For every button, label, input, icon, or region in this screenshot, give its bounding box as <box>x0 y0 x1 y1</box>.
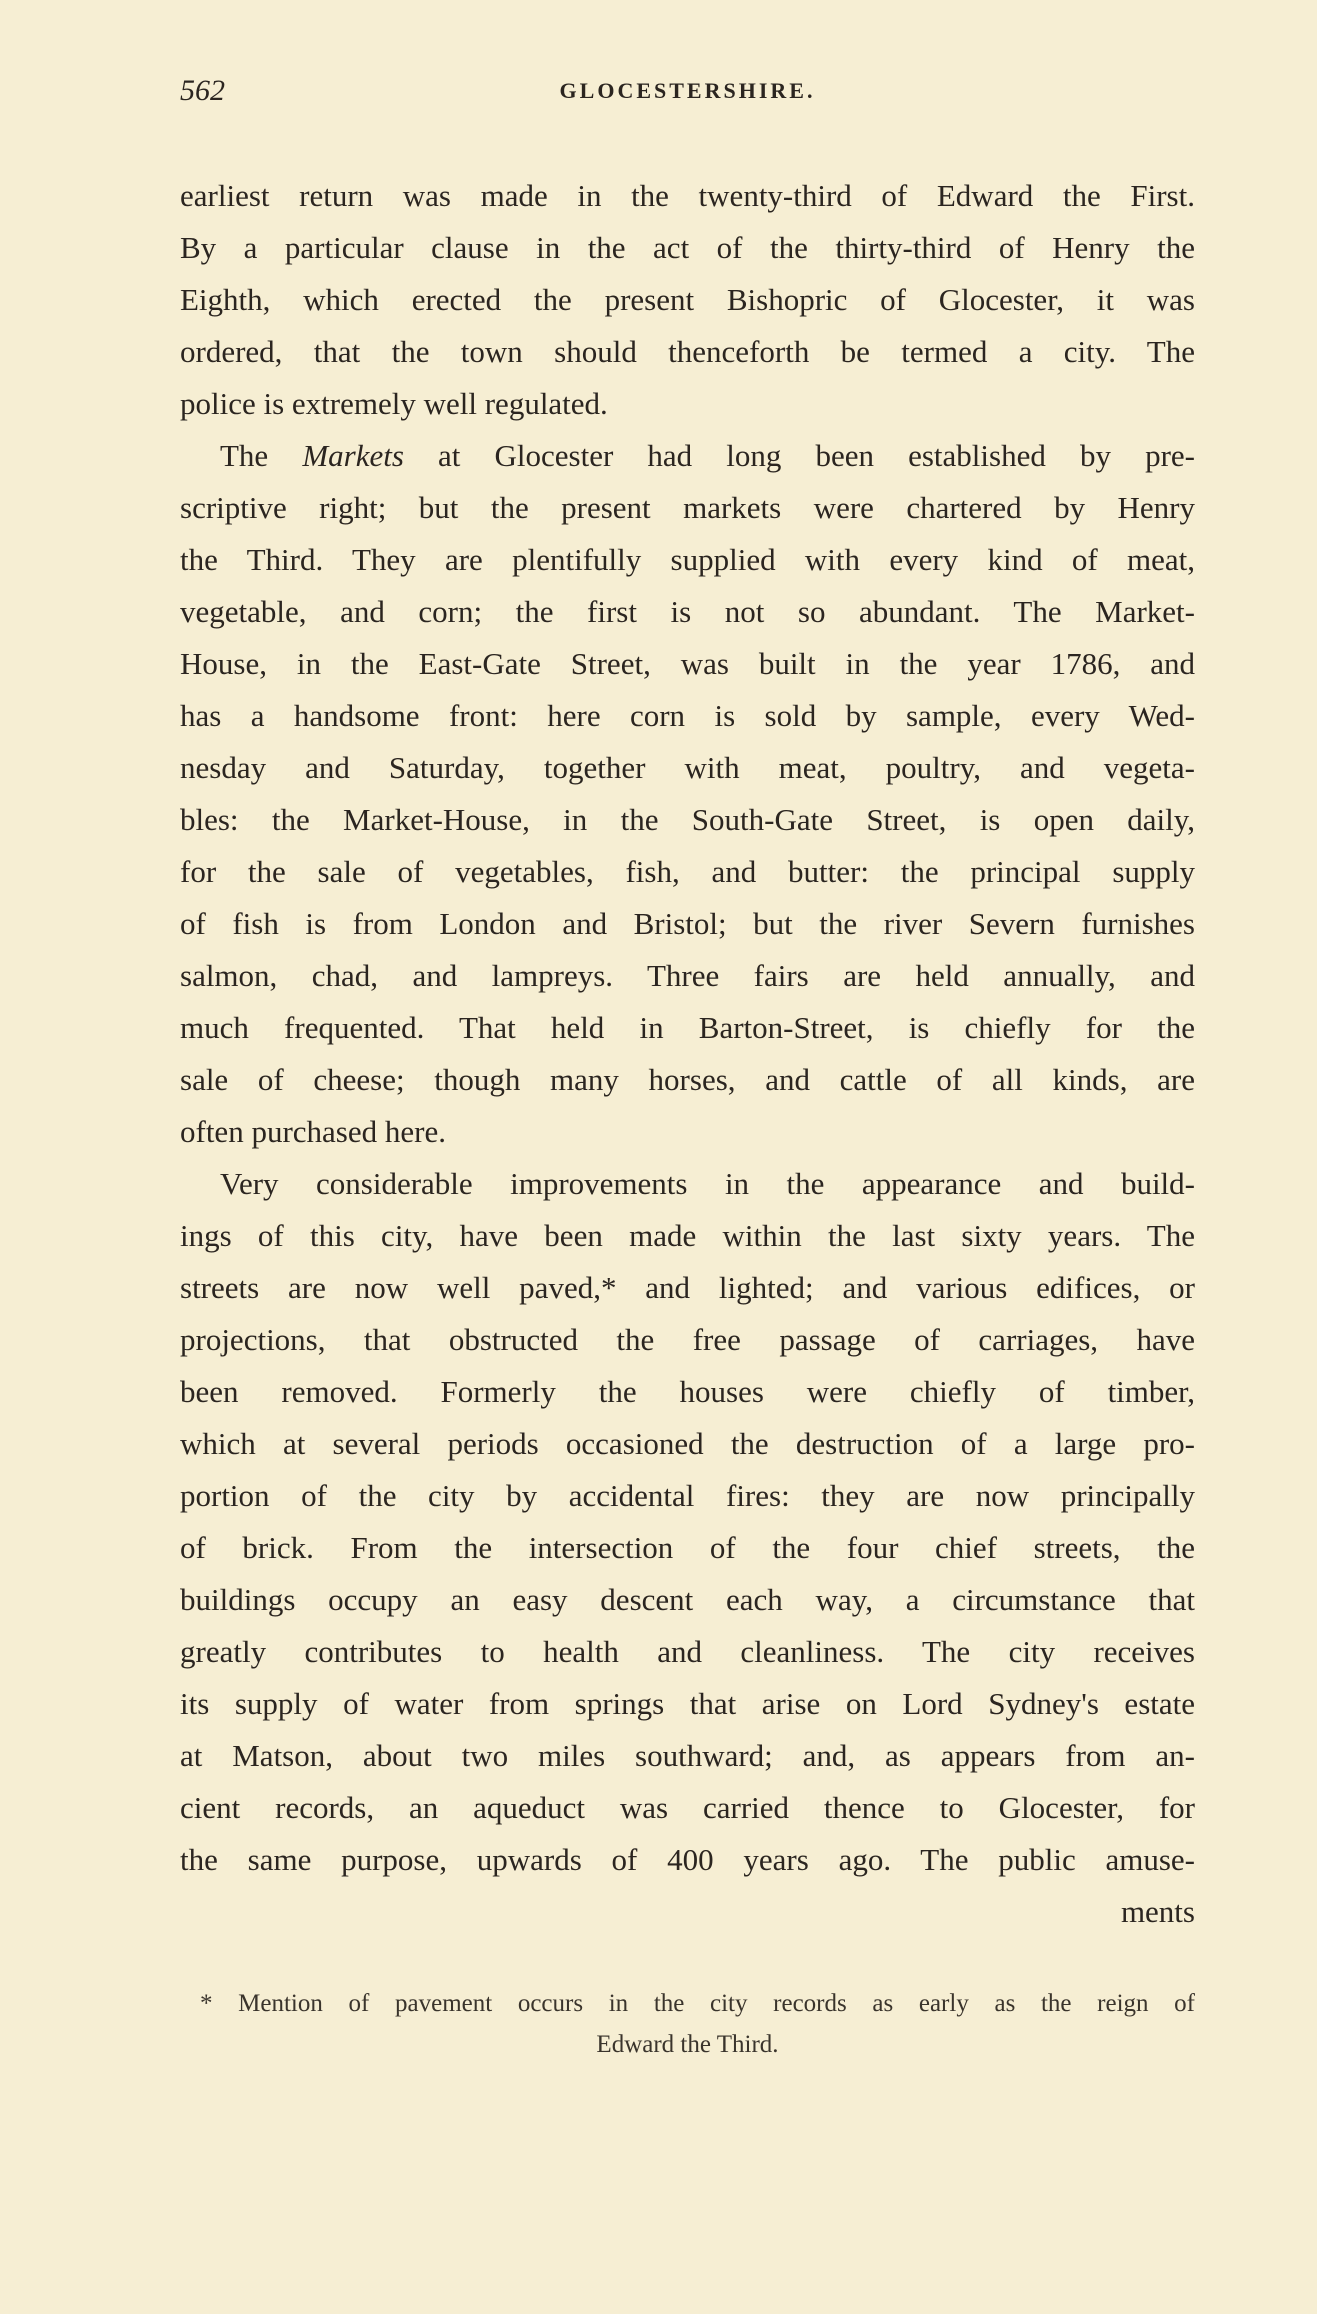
text-line: earliest return was made in the twenty-third of Edward the First. <box>180 178 1195 213</box>
text-line: of brick. From the intersection of the four chief streets, the <box>180 1530 1195 1565</box>
text-line: portion of the city by accidental fires: they are now principally <box>180 1478 1195 1513</box>
text-line: ordered, that the town should thenceforth be termed a city. The <box>180 334 1195 369</box>
text-line: which at several periods occasioned the destruction of a large pro- <box>180 1426 1195 1461</box>
text-line: projections, that obstructed the free passage of carriages, have <box>180 1322 1195 1357</box>
text-line: of fish is from London and Bristol; but the river Severn furnishes <box>180 906 1195 941</box>
page-number: 562 <box>180 74 225 107</box>
text-line: the same purpose, upwards of 400 years ago. The public amuse- <box>180 1842 1195 1877</box>
body-text <box>180 172 1195 1940</box>
text-line: been removed. Formerly the houses were chiefly of timber, <box>180 1374 1195 1409</box>
text-line: By a particular clause in the act of the thirty-third of Henry the <box>180 230 1195 265</box>
text-line: has a handsome front: here corn is sold by sample, every Wed- <box>180 698 1195 733</box>
text-line: streets are now well paved,* and lighted; and various edifices, or <box>180 1270 1195 1305</box>
text-line: at Matson, about two miles southward; and, as appears from an- <box>180 1738 1195 1773</box>
text-line: bles: the Market-House, in the South-Gate Street, is open daily, <box>180 802 1195 837</box>
text-line: House, in the East-Gate Street, was built in the year 1786, and <box>180 646 1195 681</box>
text-line: ings of this city, have been made within the last sixty years. The <box>180 1218 1195 1253</box>
text-line: Very considerable improvements in the appearance and build- <box>220 1166 1195 1201</box>
text-segment: at Glocester had long been established by pre- <box>403 438 1195 473</box>
footnote-line: Edward the Third. <box>596 2031 779 2058</box>
text-segment: The <box>220 438 303 473</box>
footnote <box>180 1984 1195 2066</box>
text-line: nesday and Saturday, together with meat, poultry, and vegeta- <box>180 750 1195 785</box>
text-line: buildings occupy an easy descent each way, a circumstance that <box>180 1582 1195 1617</box>
text-line <box>180 432 1195 484</box>
text-line: Eighth, which erected the present Bishopric of Glocester, it was <box>180 282 1195 317</box>
text-line: for the sale of vegetables, fish, and butter: the principal supply <box>180 854 1195 889</box>
text-line: often purchased here. <box>180 1114 446 1149</box>
text-line: its supply of water from springs that arise on Lord Sydney's estate <box>180 1686 1195 1721</box>
text-line: scriptive right; but the present markets were chartered by Henry <box>180 490 1195 525</box>
text-line: the Third. They are plentifully supplied with every kind of meat, <box>180 542 1195 577</box>
text-line: police is extremely well regulated. <box>180 386 608 421</box>
text-line: cient records, an aqueduct was carried thence to Glocester, for <box>180 1790 1195 1825</box>
italic-term: Markets <box>302 438 404 473</box>
page-header <box>180 74 1195 114</box>
text-line: sale of cheese; though many horses, and cattle of all kinds, are <box>180 1062 1195 1097</box>
text-line: greatly contributes to health and cleanliness. The city receives <box>180 1634 1195 1669</box>
footnote-line: * Mention of pavement occurs in the city records as early as the reign of <box>200 1990 1195 2017</box>
text-line: much frequented. That held in Barton-Street, is chiefly for the <box>180 1010 1195 1045</box>
catchword-line: ments <box>1120 1894 1195 1929</box>
running-title: GLOCESTERSHIRE. <box>559 78 816 103</box>
text-line: vegetable, and corn; the first is not so abundant. The Market- <box>180 594 1195 629</box>
text-line: salmon, chad, and lampreys. Three fairs are held annually, and <box>180 958 1195 993</box>
